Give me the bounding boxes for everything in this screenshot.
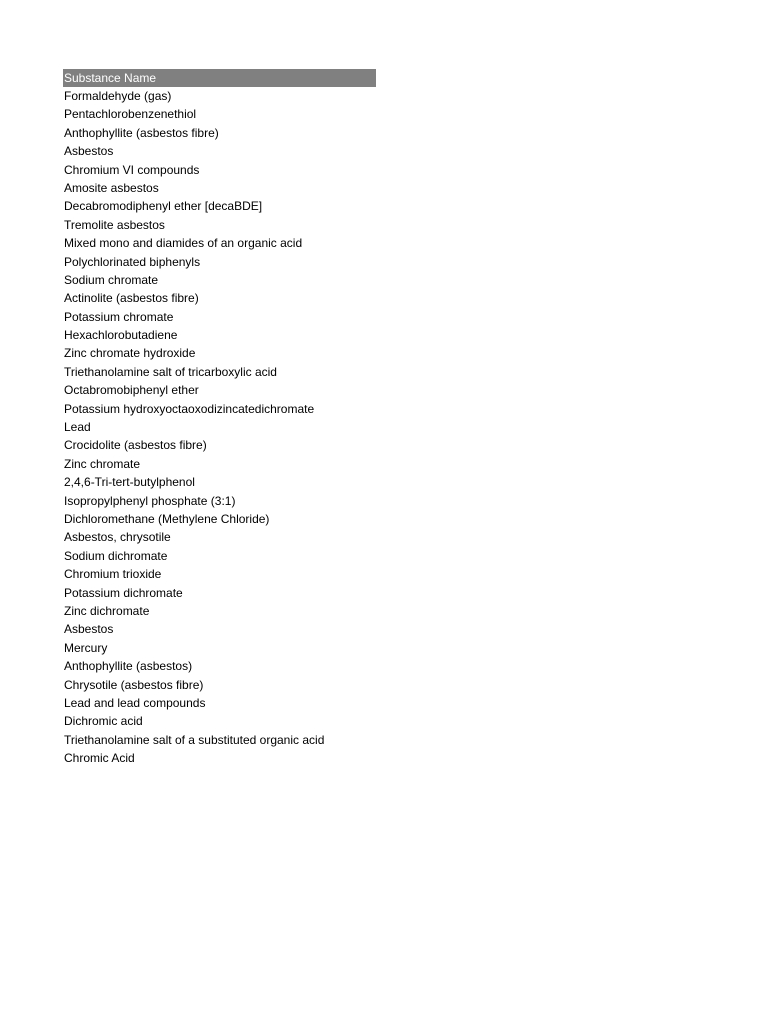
table-row: Chromic Acid — [64, 751, 135, 766]
table-row: Potassium dichromate — [64, 585, 183, 600]
table-row: Sodium dichromate — [64, 548, 168, 563]
table-row: Potassium chromate — [64, 309, 174, 324]
table-row: Formaldehyde (gas) — [64, 89, 172, 103]
table-row: Actinolite (asbestos fibre) — [64, 291, 199, 306]
table-row: Amosite asbestos — [64, 180, 159, 195]
table-row: Mixed mono and diamides of an organic acid — [64, 236, 303, 251]
table-row: Chromium VI compounds — [64, 162, 200, 177]
substance-table — [63, 69, 376, 767]
table-row: Pentachlorobenzenethiol — [64, 107, 197, 122]
table-row: Zinc dichromate — [64, 603, 150, 618]
substance-list — [63, 87, 376, 767]
table-row: Zinc chromate hydroxide — [64, 346, 196, 361]
table-row: Sodium chromate — [64, 272, 159, 287]
table-row: Chromium trioxide — [64, 567, 162, 582]
table-row: Potassium hydroxyoctaoxodizincatedichromate — [64, 401, 315, 416]
table-row: Crocidolite (asbestos fibre) — [64, 438, 207, 453]
table-row: Decabromodiphenyl ether [decaBDE] — [64, 199, 263, 214]
table-row: Triethanolamine salt of a substituted organic acid — [64, 732, 325, 747]
table-row: Tremolite asbestos — [64, 217, 165, 232]
table-row: Chrysotile (asbestos fibre) — [64, 677, 204, 692]
table-row: Asbestos, chrysotile — [64, 530, 171, 545]
table-row: 2,4,6-Tri-tert-butylphenol — [64, 475, 195, 490]
table-row: Zinc chromate — [64, 456, 141, 471]
table-row: Lead — [64, 420, 91, 435]
table-row: Mercury — [64, 640, 108, 655]
table-row: Isopropylphenyl phosphate (3:1) — [64, 493, 236, 508]
table-row: Hexachlorobutadiene — [64, 328, 178, 343]
table-row: Asbestos — [64, 144, 114, 159]
table-row: Polychlorinated biphenyls — [64, 254, 201, 269]
table-row: Lead and lead compounds — [64, 695, 206, 710]
table-row: Anthophyllite (asbestos fibre) — [64, 125, 219, 140]
table-row: Dichromic acid — [64, 714, 143, 729]
table-row: Anthophyllite (asbestos) — [64, 659, 193, 674]
table-row: Asbestos — [64, 622, 114, 637]
table-row: Dichloromethane (Methylene Chloride) — [64, 511, 270, 526]
table-row: Octabromobiphenyl ether — [64, 383, 199, 398]
table-row: Triethanolamine salt of tricarboxylic acid — [64, 364, 277, 379]
column-header-substance-name: Substance Name — [63, 69, 376, 87]
